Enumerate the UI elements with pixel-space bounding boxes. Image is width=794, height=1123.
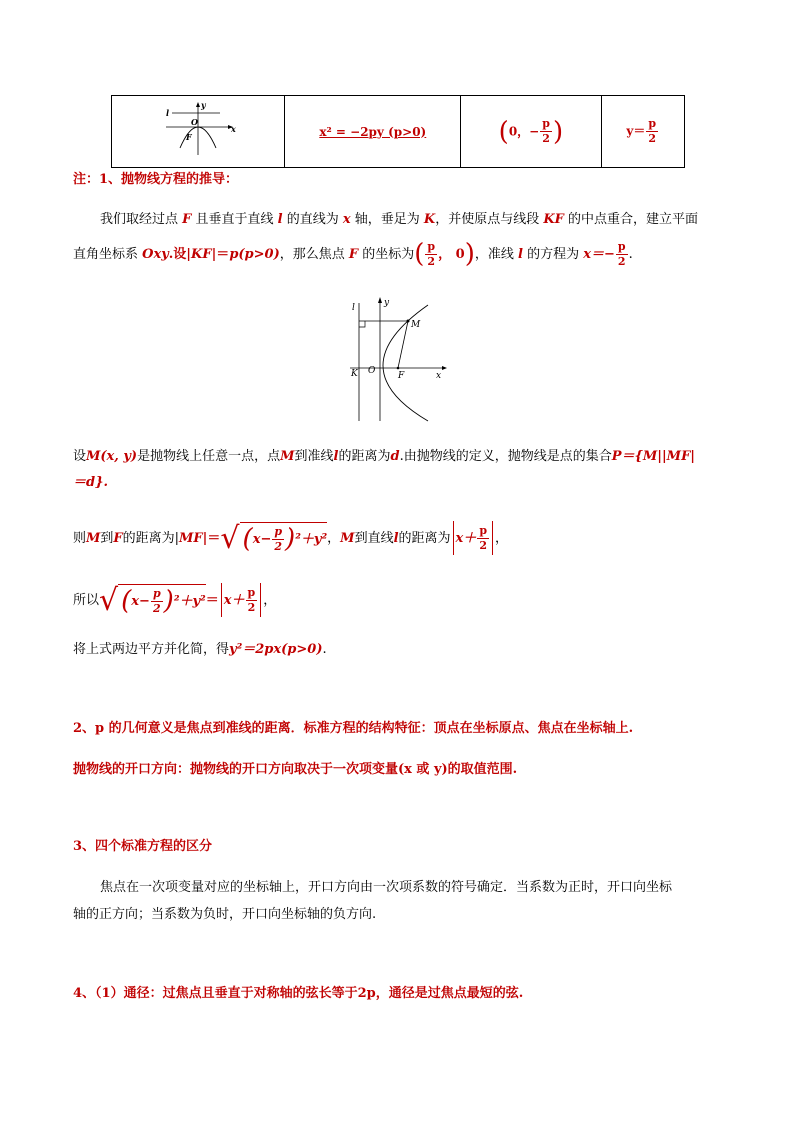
directrix-cell xyxy=(601,96,685,168)
simplify-line: 将上式两边平方并化简，得y²＝2px(p>0). xyxy=(73,642,327,657)
item-2-line-2: 抛物线的开口方向：抛物线的开口方向取决于一次项变量(x 或 y)的取值范围. xyxy=(73,762,518,777)
figure-label-x: x xyxy=(436,371,442,381)
figure-label-f: F xyxy=(398,371,405,381)
item-3-heading: 3、四个标准方程的区分 xyxy=(73,839,213,854)
figure-label-k: K xyxy=(351,369,358,379)
parabola-standard-table xyxy=(111,95,685,168)
table-row xyxy=(112,96,685,168)
derivation-line-2: 直角坐标系 Oxy.设|KF|＝p(p>0)，那么焦点 F 的坐标为( $\frac{p}{2}$ ， 0)，准线 l 的方程为 x＝− $\frac{p}{2}$ . xyxy=(73,239,633,269)
figure-label-m: M xyxy=(411,320,421,330)
graph-label-o: O xyxy=(191,117,199,127)
graph-label-f: F xyxy=(186,132,192,142)
note-heading: 注：1、抛物线方程的推导： xyxy=(73,172,239,187)
item-3-line-2: 轴的正方向；当系数为负时，开口向坐标轴的负方向. xyxy=(73,907,377,922)
derivation-line-1: 我们取经过点 F 且垂直于直线 l 的直线为 x 轴，垂足为 K，并使原点与线段 KF 的中点重合，建立平面 xyxy=(100,212,699,227)
graph-label-y: y xyxy=(201,100,206,110)
downward-parabola-graph xyxy=(158,100,238,160)
parabola-derivation-figure xyxy=(340,293,450,423)
equation-line: 所以 √ ( x− $\frac{p}{2}$ ) ²＋y² ＝ x＋ $\frac{p}{2}$ ， xyxy=(73,582,277,618)
graph-label-l: l xyxy=(166,108,170,118)
graph-label-x: x xyxy=(231,124,236,134)
definition-line-2: ＝d}. xyxy=(73,475,108,490)
distance-line: 则 M 到 F 的距离为| MF |＝ √ ( x− $\frac{p}{2}$ ) ²＋y² ， M 到直线 l 的距离为 x＋ $\frac{p}{2}$ ， xyxy=(73,520,509,556)
focus-sign: − xyxy=(529,124,540,138)
equation-cell xyxy=(285,96,461,168)
focus-numerator: p xyxy=(542,117,550,130)
figure-label-l: l xyxy=(352,303,355,313)
item-4-line-1: 4、（1）通径：过焦点且垂直于对称轴的弦长等于2p，通径是过焦点最短的弦. xyxy=(73,986,524,1001)
focus-prefix: 0， xyxy=(508,124,530,138)
graph-cell xyxy=(112,96,285,168)
focus-denominator: 2 xyxy=(542,132,550,145)
item-3-line-1: 焦点在一次项变量对应的坐标轴上，开口方向由一次项系数的符号确定．当系数为正时，开口向坐标 xyxy=(100,880,673,895)
definition-line-1: 设M(x, y)是抛物线上任意一点，点M到准线l的距离为d.由抛物线的定义，抛物线是点的集合P＝{M||MF| xyxy=(73,449,696,464)
item-2-line-1: 2、p 的几何意义是焦点到准线的距离．标准方程的结构特征：顶点在坐标原点、焦点在坐标轴上. xyxy=(73,721,634,736)
directrix-numerator: p xyxy=(648,117,657,130)
equation-text: x² = −2py (p>0) xyxy=(319,124,427,139)
focus-cell: (0，− $\frac{p}{2}$ ) xyxy=(461,96,601,168)
figure-label-o: O xyxy=(368,366,376,376)
figure-label-y: y xyxy=(384,298,390,308)
directrix-prefix: y＝ xyxy=(626,124,646,138)
directrix-denominator: 2 xyxy=(648,132,657,145)
